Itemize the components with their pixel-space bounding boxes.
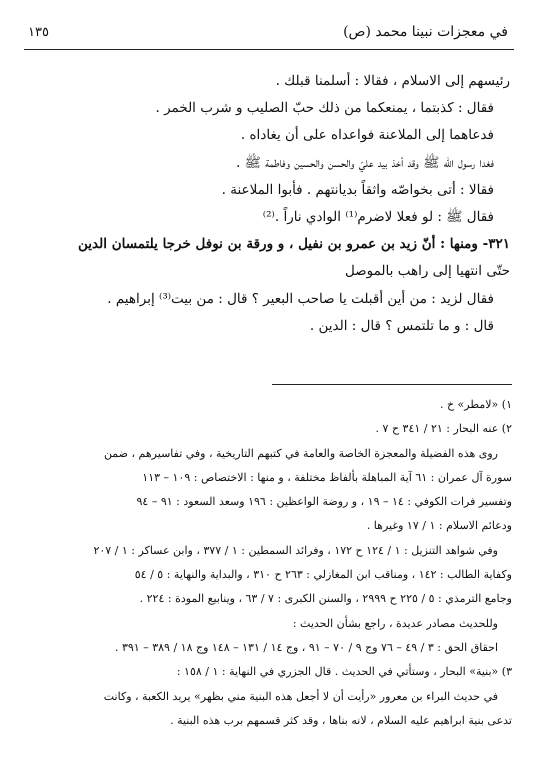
footnote-line: وكفاية الطالب : ١٤٢ ، ومناقب ابن المغازلي : ٢٦٣ ح ٣١٠ ، والبداية والنهاية : ٥ / ٥٤ [134, 568, 512, 582]
page-header [28, 22, 508, 42]
text-line: فقال : كذبتما ، يمنعكما من ذلك حبّ الصليب و شرب الخمر . [155, 100, 494, 117]
footnote-line: روى هذه الفضيلة والمعجزة الخاصة والعامة في كتبهم التاريخية ، وفي تفاسيرهم ، ضمن [103, 446, 498, 460]
text-line: فقال لزيد : من أين أقبلت يا صاحب البعير ؟ قال : من بيت⁽³⁾ إبراهيم . [107, 290, 494, 307]
text-line: فدعاهما إلى الملاعنة فواعداه على أن يغاداه . [240, 127, 494, 144]
footnote-2: ٢) عنه البحار : ٢١ / ٣٤١ ح ٧ . [375, 422, 512, 436]
footnote-1: ١) «لامطر» خ . [439, 398, 512, 411]
text-line: فقالا : أتى بخواصّه واثقاً بديانتهم . فأبوا الملاعنة . [221, 181, 494, 198]
main-text [32, 68, 510, 340]
footnote-line: ودعائم الاسلام : ١ / ١٧ وغيرها . [366, 519, 512, 533]
footnote-line: في حديث البراء بن معرور «رأيت أن لا أجعل هذه البنية مني بظهر» يريد الكعبة ، وكانت [103, 689, 498, 703]
text-line: قال : و ما تلتمس ؟ قال : الدين . [309, 317, 494, 334]
footnote-line: تدعى بنية ابراهيم عليه السلام ، لانه بناها ، وقد كثر قسمهم برب هذه البنية . [170, 713, 512, 727]
text-line: فقال ﷺ : لو فعلا لاضرم⁽¹⁾ الوادي ناراً .⁽²⁾ [262, 209, 494, 226]
page-number: ١٣٥ [28, 24, 49, 40]
running-title: في معجزات نبينا محمد (ص) [343, 24, 508, 40]
footnote-line: احقاق الحق : ٣ / ٤٩ – ٧٦ وج ٩ / ٧٠ – ٩١ ، وج ١٤ / ١٣١ – ١٤٨ وج ١٨ / ٣٨٩ – ٣٩١ . [114, 640, 498, 654]
footnote-3: ٣) «بنية» البحار ، وستأتي في الحديث . قال الجزري في النهاية : ١ / ١٥٨ : [176, 665, 512, 679]
hadith-321-heading: ٣٢١- ومنها : أنّ زيد بن عمرو بن نفيل ، و ورقة بن نوفل خرجا يلتمسان الدين [78, 236, 510, 253]
header-rule [24, 49, 514, 50]
footnote-line: وفي شواهد التنزيل : ١ / ١٢٤ ح ١٧٢ ، وفرائد السمطين : ١ / ٣٧٧ ، وابن عساكر : ١ / ٢٠٧ [93, 543, 498, 557]
footnote-line: وتفسير فرات الكوفي : ١٤ – ١٩ ، و روضة الواعظين : ١٩٦ وسعد السعود : ٩١ – ٩٤ [136, 495, 512, 509]
text-line: حتّى انتهيا إلى راهب بالموصل [344, 263, 510, 280]
footnote-separator [272, 384, 512, 385]
text-line: رئيسهم إلى الاسلام ، فقالا : أسلمنا قبلك . [275, 73, 510, 89]
footnote-line: وجامع الترمذي : ٥ / ٢٢٥ ح ٢٩٩٩ ، والسنن الكبرى : ٧ / ٦٣ ، وينابيع المودة : ٢٢٤ . [139, 592, 512, 606]
footnote-line: سورة آل عمران : ٦١ آية المباهلة بألفاظ مختلفة ، و منها : الاختصاص : ١٠٩ – ١١٣ [142, 470, 512, 484]
footnote-line: وللحديث مصادر عديدة ، راجع بشأن الحديث : [292, 616, 498, 630]
text-line: فغدا رسول الله ﷺ وقد أخذ بيد عليّ والحسن والحسين وفاطمة ﷺ . [236, 154, 494, 171]
footnotes [30, 393, 512, 733]
